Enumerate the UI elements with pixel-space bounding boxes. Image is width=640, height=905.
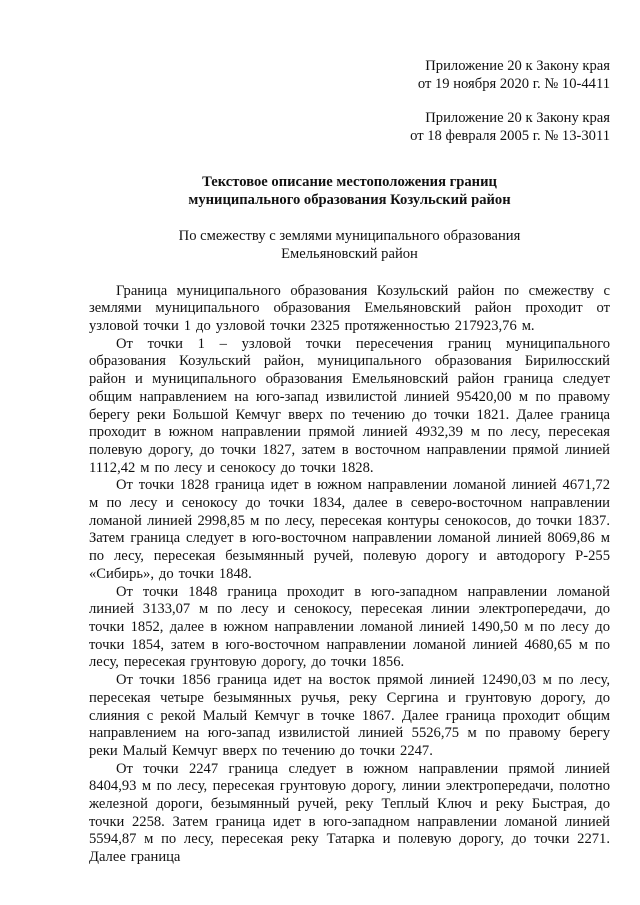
subtitle-line-2: Емельяновский район (281, 245, 418, 262)
document-body (89, 283, 610, 867)
title-line-2: муниципального образования Козульский район (188, 191, 511, 208)
paragraph: От точки 1828 граница идет в южном направлении ломаной линией 4671,72 м по лесу и сенокосу до точки 1834, далее в северо-восточном направлении ломаной линией 2998,85 м по лесу, пересекая контуры сенокосов, до точки 1837. Затем граница следует в юго-восточном направлении ломаной линией 8069,86 м по лесу, пересекая безымянный ручей, полевую дорогу и автодорогу Р-255 «Сибирь», до точки 1848. (89, 477, 610, 582)
paragraph: От точки 1856 граница идет на восток прямой линией 12490,03 м по лесу, пересекая четыре безымянных ручья, реку Сергина и грунтовую дорогу, до слияния с рекой Малый Кемчуг в точке 1867. Далее граница проходит общим направлением на юго-запад извилистой линией 5526,75 м по правому берегу реки Малый Кемчуг вверх по течению до точки 2247. (89, 672, 610, 759)
section-subtitle (89, 228, 610, 263)
paragraph: Граница муниципального образования Козульский район по смежеству с землями муниципального образования Емельяновский район проходит от узловой точки 1 до узловой точки 2325 протяженностью 217923,76 м. (89, 282, 610, 335)
subtitle-line-1: По смежеству с землями муниципального образования (178, 228, 521, 245)
appendix-original (89, 110, 610, 145)
paragraph: От точки 1 – узловой точки пересечения границ муниципального образования Козульский район, муниципального образования Бирилюсский район и муниципального образования Емельяновский район граница следует общим направлением на юго-запад извилистой линией 95420,00 м по правому берегу реки Большой Кемчуг вверх по течению до точки 1821. Далее граница проходит в южном направлении прямой линией 4932,39 м по лесу, пересекая полевую дорогу, до точки 1827, затем в восточном направлении прямой линией 1112,42 м по лесу и сенокосу до точки 1828. (89, 335, 610, 476)
appendix-current-date: от 19 ноября 2020 г. № 10-4411 (417, 75, 610, 92)
appendix-header (89, 58, 610, 146)
title-line-1: Текстовое описание местоположения границ (202, 173, 497, 190)
appendix-current-title: Приложение 20 к Закону края (425, 58, 610, 74)
document-title (89, 174, 610, 209)
appendix-original-date: от 18 февраля 2005 г. № 13-3011 (410, 128, 610, 145)
appendix-current (89, 58, 610, 93)
paragraph: От точки 1848 граница проходит в юго-западном направлении ломаной линией 3133,07 м по лесу и сенокосу, пересекая линии электропередачи, до точки 1852, далее в южном направлении ломаной линией 1490,50 м по лесу до точки 1854, затем в юго-восточном направлении ломаной линией 4680,65 м по лесу, пересекая грунтовую дорогу, до точки 1856. (89, 583, 610, 671)
paragraph: От точки 2247 граница следует в южном направлении прямой линией 8404,93 м по лесу, пересекая грунтовую дорогу, линии электропередачи, полотно железной дороги, безымянный ручей, реку Теплый Ключ и реку Быстрая, до точки 2258. Затем граница идет в юго-западном направлении ломаной линией 5594,87 м по лесу, пересекая реку Татарка и полевую дорогу, до точки 2271. Далее граница (89, 760, 610, 866)
appendix-original-title: Приложение 20 к Закону края (425, 110, 610, 127)
